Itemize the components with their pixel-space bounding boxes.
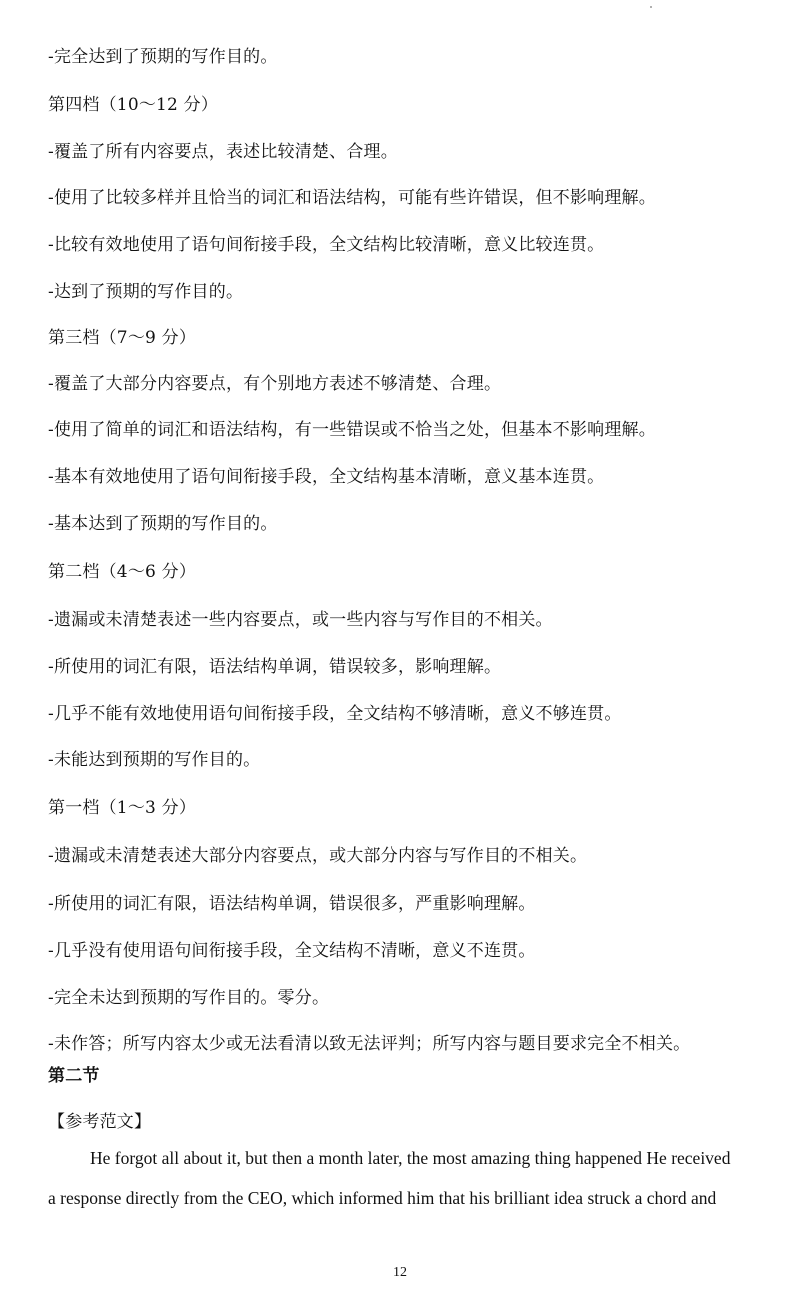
criteria-line: -达到了预期的写作目的。 <box>48 282 244 302</box>
section-title: 第二节 <box>48 1066 100 1086</box>
essay-line: a response directly from the CEO, which informed him that his brilliant idea struck a chord and <box>48 1188 717 1208</box>
criteria-line: -完全未达到预期的写作目的。零分。 <box>48 988 330 1008</box>
criteria-line: -基本有效地使用了语句间衔接手段，全文结构基本清晰，意义基本连贯。 <box>48 467 605 487</box>
criteria-line: -几乎不能有效地使用语句间衔接手段，全文结构不够清晰，意义不够连贯。 <box>48 704 622 724</box>
criteria-line: -所使用的词汇有限，语法结构单调，错误较多，影响理解。 <box>48 657 502 677</box>
criteria-line: -遗漏或未清楚表述一些内容要点，或一些内容与写作目的不相关。 <box>48 610 553 630</box>
criteria-line: -几乎没有使用语句间衔接手段，全文结构不清晰，意义不连贯。 <box>48 941 536 961</box>
essay-line: He forgot all about it, but then a month later, the most amazing thing happened He received <box>90 1148 731 1168</box>
criteria-line: -未能达到预期的写作目的。 <box>48 750 261 770</box>
criteria-line: -覆盖了所有内容要点，表述比较清楚、合理。 <box>48 142 398 162</box>
criteria-line: -基本达到了预期的写作目的。 <box>48 514 278 534</box>
band-heading: 第四档（10～12 分） <box>48 95 219 115</box>
scan-speck <box>650 6 652 8</box>
criteria-line: -所使用的词汇有限，语法结构单调，错误很多，严重影响理解。 <box>48 894 536 914</box>
criteria-line: -覆盖了大部分内容要点，有个别地方表述不够清楚、合理。 <box>48 374 502 394</box>
criteria-line: -遗漏或未清楚表述大部分内容要点，或大部分内容与写作目的不相关。 <box>48 846 588 866</box>
criteria-line: -比较有效地使用了语句间衔接手段，全文结构比较清晰，意义比较连贯。 <box>48 235 605 255</box>
band-heading: 第三档（7～9 分） <box>48 328 197 348</box>
criteria-line: -使用了简单的词汇和语法结构，有一些错误或不恰当之处，但基本不影响理解。 <box>48 420 656 440</box>
band-heading: 第二档（4～6 分） <box>48 562 197 582</box>
criteria-line: -使用了比较多样并且恰当的词汇和语法结构，可能有些许错误，但不影响理解。 <box>48 188 656 208</box>
criteria-line: -完全达到了预期的写作目的。 <box>48 47 278 67</box>
reference-label: 【参考范文】 <box>48 1112 152 1132</box>
criteria-line: -未作答；所写内容太少或无法看清以致无法评判；所写内容与题目要求完全不相关。 <box>48 1034 691 1054</box>
band-heading: 第一档（1～3 分） <box>48 798 197 818</box>
page-number: 12 <box>393 1265 407 1280</box>
